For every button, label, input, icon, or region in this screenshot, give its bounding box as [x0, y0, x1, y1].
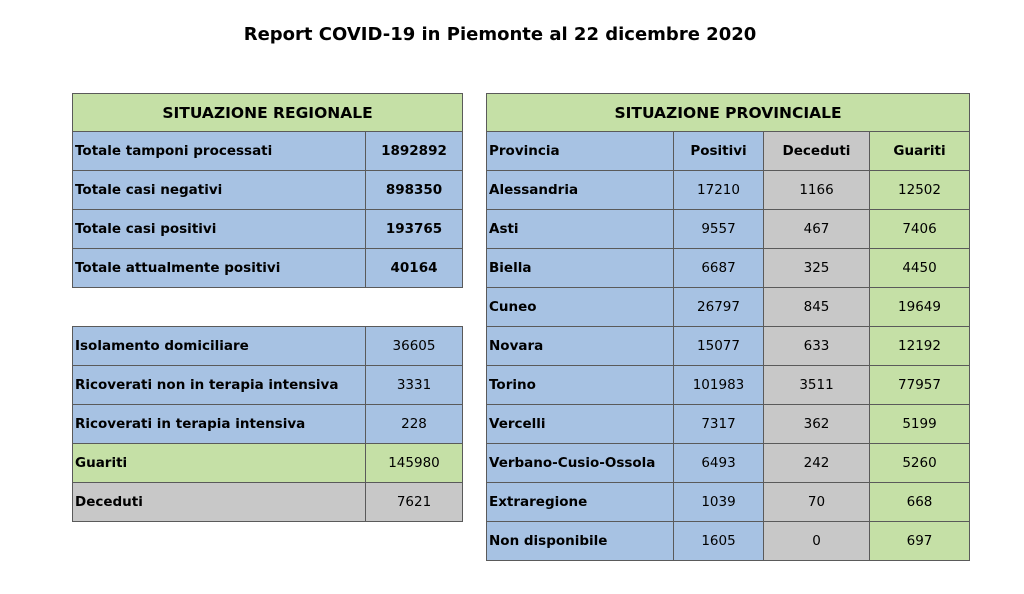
- table-row: [487, 444, 970, 483]
- row-value: 193765: [366, 210, 463, 249]
- deceduti-cell: 3511: [764, 366, 870, 405]
- table-row: [487, 288, 970, 327]
- positivi-cell: 6493: [674, 444, 764, 483]
- table-row: [73, 366, 463, 405]
- provincia-cell: Non disponibile: [487, 522, 674, 561]
- details-table: [72, 326, 463, 522]
- deceduti-cell: 325: [764, 249, 870, 288]
- table-row: [73, 327, 463, 366]
- row-label: Isolamento domiciliare: [73, 327, 366, 366]
- provincia-cell: Cuneo: [487, 288, 674, 327]
- guariti-cell: 5260: [870, 444, 970, 483]
- row-value: 145980: [366, 444, 463, 483]
- provincia-cell: Extraregione: [487, 483, 674, 522]
- row-value: 1892892: [366, 132, 463, 171]
- provincia-cell: Alessandria: [487, 171, 674, 210]
- guariti-cell: 77957: [870, 366, 970, 405]
- row-label: Totale tamponi processati: [73, 132, 366, 171]
- positivi-cell: 1039: [674, 483, 764, 522]
- provincial-header: SITUAZIONE PROVINCIALE: [487, 94, 970, 132]
- provincia-cell: Torino: [487, 366, 674, 405]
- table-row: [73, 210, 463, 249]
- provincia-cell: Novara: [487, 327, 674, 366]
- row-value: 7621: [366, 483, 463, 522]
- provincia-cell: Verbano-Cusio-Ossola: [487, 444, 674, 483]
- positivi-cell: 17210: [674, 171, 764, 210]
- positivi-cell: 7317: [674, 405, 764, 444]
- provincia-cell: Vercelli: [487, 405, 674, 444]
- positivi-cell: 101983: [674, 366, 764, 405]
- table-row: [73, 249, 463, 288]
- table-row: [487, 249, 970, 288]
- guariti-cell: 4450: [870, 249, 970, 288]
- provincia-cell: Biella: [487, 249, 674, 288]
- column-header-row: [487, 132, 970, 171]
- guariti-cell: 7406: [870, 210, 970, 249]
- positivi-cell: 26797: [674, 288, 764, 327]
- guariti-cell: 12502: [870, 171, 970, 210]
- row-label: Totale casi positivi: [73, 210, 366, 249]
- deceduti-cell: 0: [764, 522, 870, 561]
- row-label: Ricoverati non in terapia intensiva: [73, 366, 366, 405]
- deceduti-cell: 1166: [764, 171, 870, 210]
- guariti-cell: 697: [870, 522, 970, 561]
- guariti-cell: 19649: [870, 288, 970, 327]
- row-value: 40164: [366, 249, 463, 288]
- table-row: [487, 483, 970, 522]
- row-value: 228: [366, 405, 463, 444]
- deceduti-cell: 845: [764, 288, 870, 327]
- guariti-cell: 12192: [870, 327, 970, 366]
- column-header-provincia: Provincia: [487, 132, 674, 171]
- column-header-deceduti: Deceduti: [764, 132, 870, 171]
- deceduti-cell: 242: [764, 444, 870, 483]
- table-row: [73, 132, 463, 171]
- deceduti-cell: 362: [764, 405, 870, 444]
- column-header-guariti: Guariti: [870, 132, 970, 171]
- row-label: Totale casi negativi: [73, 171, 366, 210]
- regional-table: [72, 93, 463, 288]
- deceduti-cell: 70: [764, 483, 870, 522]
- row-value: 36605: [366, 327, 463, 366]
- regional-header: SITUAZIONE REGIONALE: [73, 94, 463, 132]
- table-row: [73, 483, 463, 522]
- row-label: Ricoverati in terapia intensiva: [73, 405, 366, 444]
- table-row: [73, 444, 463, 483]
- guariti-cell: 668: [870, 483, 970, 522]
- deceduti-cell: 633: [764, 327, 870, 366]
- table-row: [487, 210, 970, 249]
- table-row: [487, 171, 970, 210]
- positivi-cell: 9557: [674, 210, 764, 249]
- row-label: Guariti: [73, 444, 366, 483]
- table-row: [487, 522, 970, 561]
- report-title: Report COVID-19 in Piemonte al 22 dicembre 2020: [243, 24, 757, 45]
- table-row: [73, 171, 463, 210]
- table-row: [487, 405, 970, 444]
- row-label: Totale attualmente positivi: [73, 249, 366, 288]
- table-row: [487, 366, 970, 405]
- provincial-rows: [487, 171, 970, 561]
- column-header-positivi: Positivi: [674, 132, 764, 171]
- positivi-cell: 15077: [674, 327, 764, 366]
- provincial-table: [486, 93, 970, 561]
- guariti-cell: 5199: [870, 405, 970, 444]
- table-row: [487, 327, 970, 366]
- provincia-cell: Asti: [487, 210, 674, 249]
- row-value: 3331: [366, 366, 463, 405]
- positivi-cell: 1605: [674, 522, 764, 561]
- row-label: Deceduti: [73, 483, 366, 522]
- positivi-cell: 6687: [674, 249, 764, 288]
- row-value: 898350: [366, 171, 463, 210]
- deceduti-cell: 467: [764, 210, 870, 249]
- table-row: [73, 405, 463, 444]
